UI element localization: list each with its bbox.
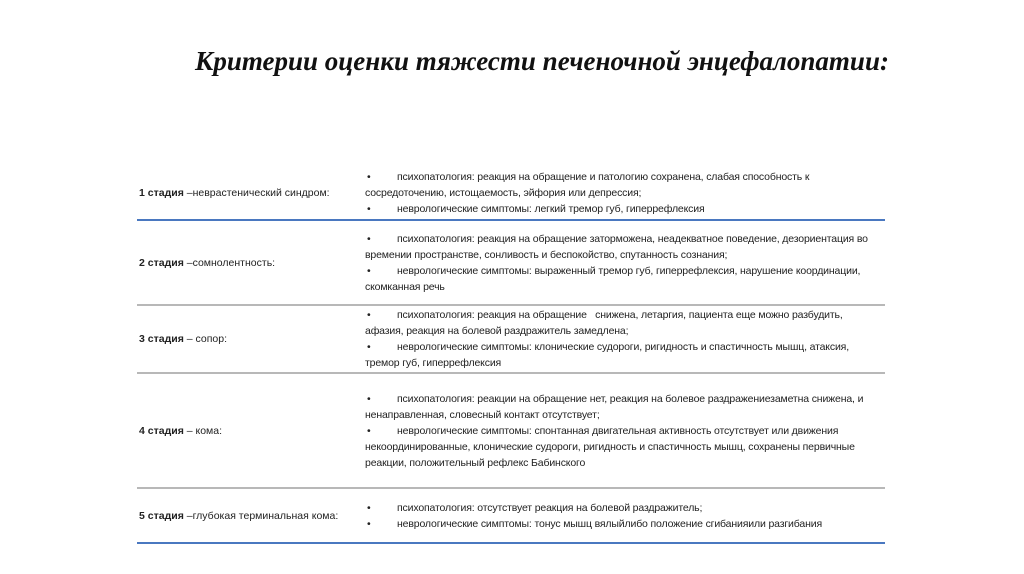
stage-row-3	[137, 306, 885, 374]
stage-number: 2 стадия	[139, 256, 184, 269]
stage-criteria	[365, 169, 883, 217]
criteria-item	[365, 263, 883, 295]
bullet-icon: •	[367, 341, 371, 353]
stage-criteria	[365, 391, 883, 471]
criteria-item	[365, 500, 883, 516]
criteria-text: психопатология: реакции на обращение нет, реакция на болевое раздражениезаметна снижена, и ненаправленная, словесный контакт отсутствует;	[365, 392, 864, 421]
criteria-text: психопатология: отсутствует реакция на болевой раздражитель;	[397, 501, 703, 514]
stage-name: – кома:	[183, 424, 223, 437]
criteria-item	[365, 231, 883, 263]
stage-number: 1 стадия	[139, 187, 184, 199]
stage-name: –глубокая терминальная кома:	[183, 509, 339, 522]
criteria-text: неврологические симптомы: клонические судороги, ригидность и спастичность мышц, атаксия, тремор губ, гиперрефлексия	[365, 341, 849, 369]
bullet-icon: •	[367, 264, 371, 277]
stage-name: –неврастенический синдром:	[183, 187, 330, 199]
criteria-text: неврологические симптомы: легкий тремор губ, гиперрефлексия	[397, 203, 705, 215]
stage-number: 4 стадия	[139, 424, 184, 437]
bullet-icon: •	[367, 232, 371, 245]
criteria-text: неврологические симптомы: выраженный тремор губ, гиперрефлексия, нарушение координации, скомканная речь	[365, 264, 861, 293]
stage-row-1	[137, 167, 885, 221]
criteria-item	[365, 516, 883, 532]
stage-label	[137, 425, 365, 437]
criteria-item	[365, 169, 883, 201]
criteria-text: психопатология: реакция на обращение заторможена, неадекватное поведение, дезориентация во времении пространстве, сонливость и беспокойство, спутанность сознания;	[365, 232, 868, 261]
criteria-text: неврологические симптомы: спонтанная двигательная активность отсутствует или движения некоординированные, клонические судороги, ригидность и спастичность мышц, сохранены первичные реакции, положительный рефлекс Бабинского	[365, 424, 855, 469]
stage-criteria	[365, 307, 883, 371]
criteria-item	[365, 391, 883, 423]
bullet-icon: •	[367, 392, 371, 405]
criteria-text: психопатология: реакция на обращение снижена, летаргия, пациента еще можно разбудить, афазия, реакция на болевой раздражитель замедлена;	[365, 309, 846, 337]
criteria-text: неврологические симптомы: тонус мышц вялыйлибо положение сгибанияили разгибания	[397, 517, 822, 530]
bullet-icon: •	[367, 171, 371, 183]
criteria-item	[365, 307, 883, 339]
stage-row-5	[137, 489, 885, 544]
stage-label	[137, 510, 365, 522]
stage-row-4	[137, 374, 885, 489]
stage-label	[137, 187, 365, 199]
stage-number: 3 стадия	[139, 333, 184, 345]
page-title: Критерии оценки тяжести печеночной энцефалопатии:	[195, 46, 889, 76]
stage-row-2	[137, 221, 885, 306]
bullet-icon: •	[367, 501, 371, 514]
criteria-item	[365, 201, 883, 217]
bullet-icon: •	[367, 424, 371, 437]
stage-label	[137, 333, 365, 345]
stage-label	[137, 257, 365, 269]
stage-number: 5 стадия	[139, 509, 184, 522]
bullet-icon: •	[367, 517, 371, 530]
bullet-icon: •	[367, 309, 371, 321]
stage-name: – сопор:	[183, 333, 227, 345]
stage-criteria	[365, 231, 883, 295]
bullet-icon: •	[367, 203, 371, 215]
criteria-text: психопатология: реакция на обращение и патологию сохранена, слабая способность к сосредоточению, истощаемость, эйфория или депрессия;	[365, 171, 810, 199]
criteria-item	[365, 339, 883, 371]
stage-criteria	[365, 500, 883, 532]
criteria-item	[365, 423, 883, 471]
stage-name: –сомнолентность:	[183, 256, 276, 269]
